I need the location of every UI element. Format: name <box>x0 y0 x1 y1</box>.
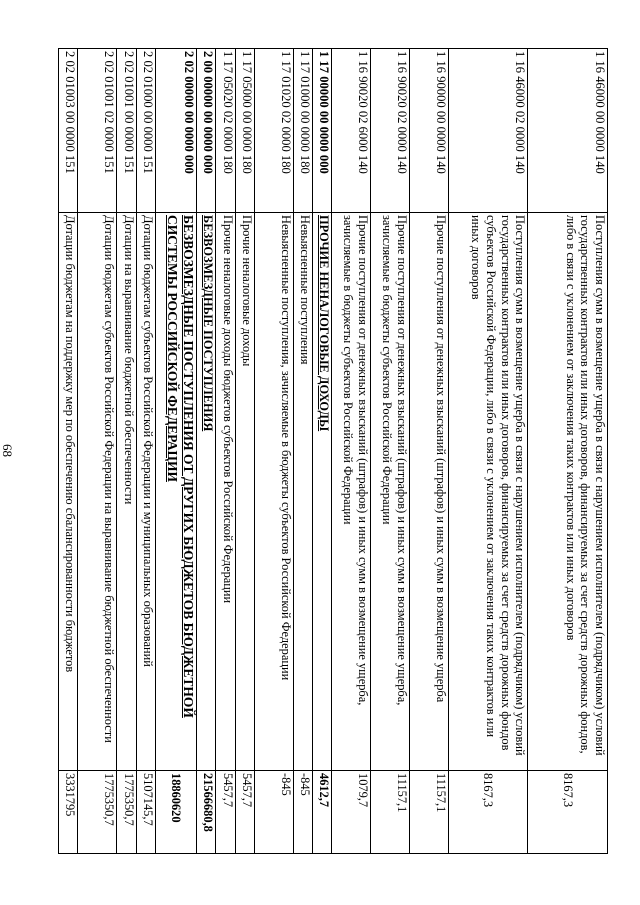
revenue-amount: 1079,7 <box>332 771 371 854</box>
table-row <box>235 49 254 854</box>
table-row <box>78 49 117 854</box>
revenue-item-name: Прочие неналоговые доходы <box>235 213 254 771</box>
revenue-item-name: Дотации бюджетам на поддержку мер по обеспечению сбалансированности бюджетов <box>59 213 78 771</box>
revenue-amount: 5457,7 <box>216 771 235 854</box>
revenue-amount: -845 <box>293 771 312 854</box>
revenue-item-name: Поступления сумм в возмещение ущерба в связи с нарушением исполнителем (подрядчиком) условий государственных контрактов или иных договоров, финансируемых за счет средств дорожных фондов субъектов Российской Федерации, либо в связи с уклонением от заключения таких контрактов или иных договоров <box>448 213 528 771</box>
revenue-item-name: Дотации бюджетам субъектов Российской Федерации и муниципальных образований <box>136 213 155 771</box>
table-row <box>293 49 312 854</box>
revenue-item-name: Дотации бюджетам субъектов Российской Федерации на выравнивание бюджетной обеспеченности <box>78 213 117 771</box>
revenue-amount: 21566680,8 <box>196 771 215 854</box>
page-number: 68 <box>0 444 15 457</box>
budget-classification-code: 1 17 01000 00 0000 180 <box>293 49 312 213</box>
table-row <box>117 49 136 854</box>
budget-classification-code: 2 02 01001 00 0000 151 <box>117 49 136 213</box>
revenue-item-name: Поступления сумм в возмещение ущерба в связи с нарушением исполнителем (подрядчиком) условий государственных контрактов или иных договоров, финансируемых за счет средств дорожных фондов, либо в связи с уклонением от заключения таких контрактов или иных договоров <box>528 213 608 771</box>
budget-classification-code: 2 00 00000 00 0000 000 <box>196 49 215 213</box>
table-row <box>155 49 196 854</box>
table-row <box>448 49 528 854</box>
revenue-item-name: Дотации на выравнивание бюджетной обеспеченности <box>117 213 136 771</box>
revenue-item-name: Прочие поступления от денежных взысканий (штрафов) и иных сумм в возмещение ущерба, зачисляемые в бюджеты субъектов Российской Федерации <box>371 213 410 771</box>
table-row <box>136 49 155 854</box>
revenue-item-name: Прочие поступления от денежных взысканий (штрафов) и иных сумм в возмещение ущерба <box>409 213 448 771</box>
revenue-amount: 1775350,7 <box>117 771 136 854</box>
budget-classification-code: 1 16 90020 02 0000 140 <box>371 49 410 213</box>
revenue-amount: 8167,3 <box>528 771 608 854</box>
table-row <box>332 49 371 854</box>
revenue-amount: 5457,7 <box>235 771 254 854</box>
revenue-item-name: Прочие поступления от денежных взысканий (штрафов) и иных сумм в возмещение ущерба, зачисляемые в бюджеты субъектов Российской Федерации <box>332 213 371 771</box>
revenue-amount: 4612,7 <box>313 771 332 854</box>
table-row <box>216 49 235 854</box>
budget-classification-code: 1 16 46000 00 0000 140 <box>528 49 608 213</box>
revenue-amount: 3331795 <box>59 771 78 854</box>
budget-classification-code: 1 17 05020 02 0000 180 <box>216 49 235 213</box>
table-row <box>409 49 448 854</box>
revenue-item-name: БЕЗВОЗМЕЗДНЫЕ ПОСТУПЛЕНИЯ <box>196 213 215 771</box>
budget-classification-code: 2 02 01003 00 0000 151 <box>59 49 78 213</box>
revenue-item-name: ПРОЧИЕ НЕНАЛОГОВЫЕ ДОХОДЫ <box>313 213 332 771</box>
table-row <box>196 49 215 854</box>
revenue-item-name: Невыясненные поступления, зачисляемые в бюджеты субъектов Российской Федерации <box>254 213 293 771</box>
revenue-amount: 18860620 <box>155 771 196 854</box>
budget-classification-code: 1 16 90020 02 6000 140 <box>332 49 371 213</box>
table-row <box>313 49 332 854</box>
budget-classification-code: 1 16 46000 02 0000 140 <box>448 49 528 213</box>
revenue-table-container <box>58 48 608 853</box>
budget-classification-code: 1 17 01020 02 0000 180 <box>254 49 293 213</box>
table-row <box>371 49 410 854</box>
revenue-item-name: Невыясненные поступления <box>293 213 312 771</box>
revenue-amount: -845 <box>254 771 293 854</box>
revenue-item-name: Прочие неналоговые доходы бюджетов субъектов Российской Федерации <box>216 213 235 771</box>
budget-classification-code: 2 02 01000 00 0000 151 <box>136 49 155 213</box>
table-row <box>528 49 608 854</box>
revenue-item-name: БЕЗВОЗМЕЗДНЫЕ ПОСТУПЛЕНИЯ ОТ ДРУГИХ БЮДЖЕТОВ БЮДЖЕТНОЙ СИСТЕМЫ РОССИЙСКОЙ ФЕДЕРАЦИИ <box>155 213 196 771</box>
revenue-amount: 8167,3 <box>448 771 528 854</box>
budget-classification-code: 2 02 01001 02 0000 151 <box>78 49 117 213</box>
revenue-amount: 11157,1 <box>371 771 410 854</box>
revenue-table <box>58 48 608 854</box>
budget-classification-code: 2 02 00000 00 0000 000 <box>155 49 196 213</box>
budget-classification-code: 1 16 90000 00 0000 140 <box>409 49 448 213</box>
budget-classification-code: 1 17 05000 00 0000 180 <box>235 49 254 213</box>
budget-classification-code: 1 17 00000 00 0000 000 <box>313 49 332 213</box>
revenue-amount: 11157,1 <box>409 771 448 854</box>
revenue-table-body <box>59 49 608 854</box>
table-row <box>59 49 78 854</box>
revenue-amount: 5107145,7 <box>136 771 155 854</box>
table-row <box>254 49 293 854</box>
revenue-amount: 1775350,7 <box>78 771 117 854</box>
